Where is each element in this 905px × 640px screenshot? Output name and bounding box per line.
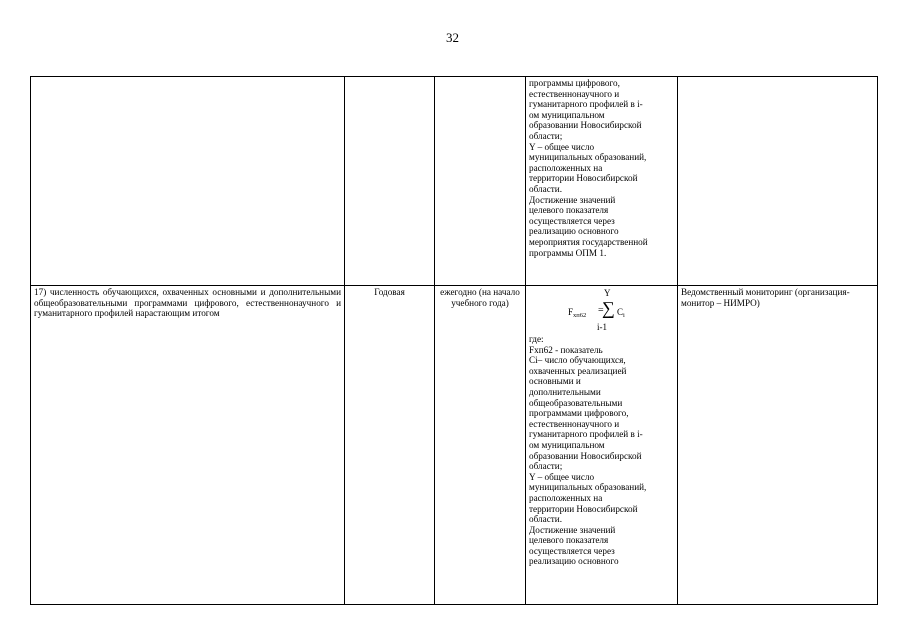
timing-cell	[435, 77, 526, 286]
sigma-icon: ∑	[602, 298, 615, 318]
formula-lhs-main: F	[568, 307, 574, 317]
method-line: программы ОПМ 1.	[529, 247, 607, 258]
method-line: муниципальных образований,	[529, 152, 647, 163]
method-line: целевого показателя	[529, 535, 609, 546]
table-row-17	[31, 286, 878, 605]
method-line: расположенных на	[529, 162, 603, 173]
method-line: области;	[529, 461, 563, 472]
timing-cell	[435, 286, 526, 605]
method-line: образовании Новосибирской	[529, 450, 642, 461]
method-line: реализацию основного	[529, 226, 619, 237]
method-line: охваченных реализацией	[529, 365, 627, 376]
method-line: дополнительными	[529, 386, 601, 397]
method-line: муниципальных образований,	[529, 482, 647, 493]
method-line: где:	[529, 334, 544, 344]
formula	[529, 288, 674, 334]
indicator-cell	[31, 77, 345, 286]
method-line: Ci– число обучающихся,	[529, 355, 626, 366]
method-line: гуманитарного профилей в i-	[529, 99, 643, 110]
formula-lhs-subscript: хп62	[573, 312, 587, 319]
source-cell	[678, 286, 878, 605]
method-line: территории Новосибирской	[529, 173, 638, 184]
method-line: программы цифрового,	[529, 78, 620, 88]
method-line: ом муниципальном	[529, 109, 605, 120]
method-line: реализацию основного	[529, 556, 619, 567]
method-line: естественнонаучного и	[529, 418, 620, 429]
source-text: Ведомственный мониторинг (организация-монитор – НИМРО)	[681, 287, 850, 308]
method-line: Y – общее число	[529, 471, 595, 482]
formula-lhs	[568, 307, 586, 320]
method-line: Fхп62 - показатель	[529, 344, 603, 355]
formula-equals: =	[598, 305, 604, 316]
formula-upper-limit: Y	[604, 288, 611, 298]
method-line: Y – общее число	[529, 141, 595, 152]
method-line: Достижение значений	[529, 524, 616, 535]
source-cell	[678, 77, 878, 286]
method-line: программами цифрового,	[529, 408, 629, 419]
method-line: мероприятия государственной	[529, 236, 648, 247]
method-line: области;	[529, 130, 563, 141]
method-cell	[526, 77, 678, 286]
indicator-cell	[31, 286, 345, 605]
page-number: 32	[446, 30, 459, 45]
periodicity-cell	[345, 77, 435, 286]
periodicity-text: Годовая	[374, 287, 405, 297]
method-line: осуществляется через	[529, 215, 615, 226]
method-line: общеобразовательными	[529, 397, 623, 408]
formula-summand-main: C	[617, 307, 624, 317]
method-line: гуманитарного профилей в i-	[529, 429, 643, 440]
method-line: территории Новосибирской	[529, 503, 638, 514]
indicator-text: 17) численность обучающихся, охваченных основными и дополнительными общеобразовательными программами цифрового, естественнонаучного и гуманитарного профилей нарастающим итогом	[34, 287, 341, 319]
method-line: ом муниципальном	[529, 439, 605, 450]
method-text	[529, 78, 674, 258]
method-line: Достижение значений	[529, 194, 616, 205]
method-line: естественнонаучного и	[529, 88, 620, 99]
method-line: области.	[529, 514, 563, 525]
method-line: области.	[529, 183, 563, 194]
method-line: целевого показателя	[529, 205, 609, 216]
periodicity-cell	[345, 286, 435, 605]
table-row-continuation	[31, 77, 878, 286]
method-cell	[526, 286, 678, 605]
method-line: основными и	[529, 376, 581, 387]
method-line: образовании Новосибирской	[529, 120, 642, 131]
method-text	[529, 334, 674, 567]
formula-summand	[617, 307, 625, 320]
indicator-table	[30, 76, 878, 605]
formula-lower-limit: i-1	[597, 322, 607, 332]
method-line: осуществляется через	[529, 545, 615, 556]
timing-text: ежегодно (на начало учебного года)	[440, 287, 520, 308]
method-line: расположенных на	[529, 492, 603, 503]
formula-summand-subscript: i	[623, 312, 625, 319]
